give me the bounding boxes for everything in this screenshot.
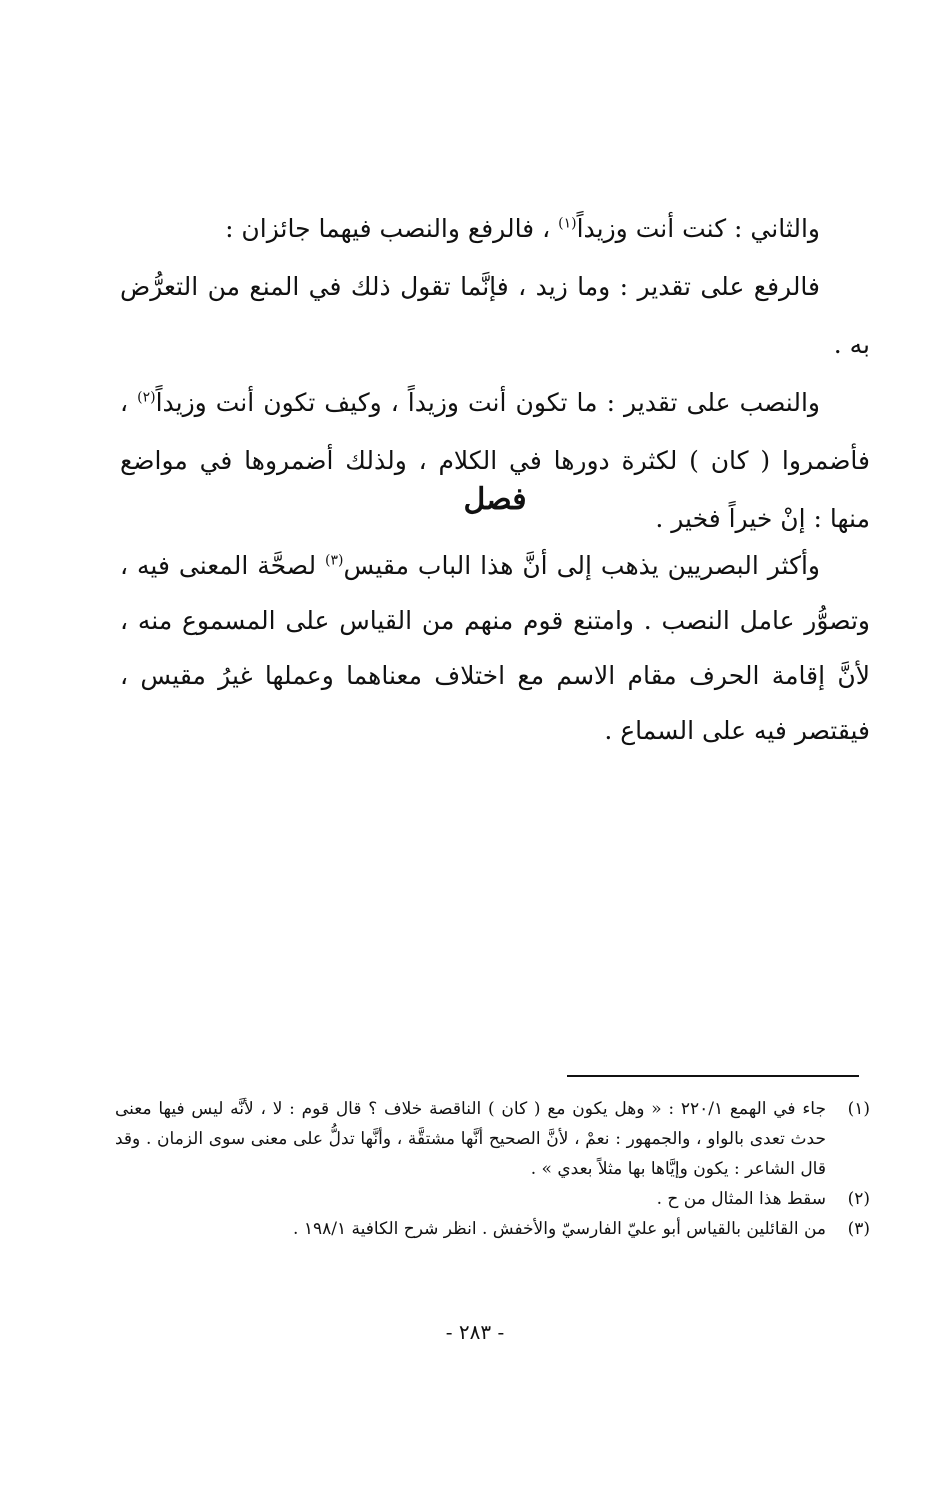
footnote-text: سقط هذا المثال من ح .	[656, 1189, 826, 1209]
footnote-item	[115, 1094, 870, 1184]
footnote-number: (١)	[847, 1099, 870, 1119]
section-heading: فصل	[463, 482, 527, 517]
paragraph-2-text: فالرفع على تقدير : وما زيد ، فإنَّما تقول ذلك في المنع من التعرُّض به .	[120, 272, 870, 359]
footnote-ref-2: (٢)	[137, 389, 156, 406]
footnote-ref-3: (٣)	[325, 552, 344, 569]
footnote-item	[115, 1184, 870, 1214]
paragraph-4-rest: لصحَّة المعنى فيه ، وتصوُّر عامل النصب . وامتنع قوم منهم من القياس على المسموع منه ، لأنَّ إقامة الحرف مقام الاسم مع اختلاف معناهما وعملها غيرُ مقيس ، فيقتصر فيه على السماع .	[120, 551, 870, 745]
paragraph-2	[120, 258, 870, 374]
paragraph-4	[120, 538, 870, 758]
footnote-text: جاء في الهمع ٢٢٠/١ : « وهل يكون مع ( كان ) الناقصة خلاف ؟ قال قوم : لا ، لأنَّه ليس فيها معنى حدث تعدى بالواو ، والجمهور : نعمْ ، لأنَّ الصحيح أنَّها مشتقَّة ، وأنَّها تدلُّ على معنى سوى الزمان . وقد قال الشاعر : يكون وإيَّاها بها مثلاً بعدي » .	[115, 1099, 826, 1179]
footnote-ref-1: (١)	[558, 215, 577, 232]
footnote-number: (٢)	[847, 1189, 870, 1209]
paragraph-1-rest: ، فالرفع والنصب فيهما جائزان :	[225, 214, 559, 243]
paragraph-3-text: والنصب على تقدير : ما تكون أنت وزيداً ، وكيف تكون أنت وزيداً	[155, 388, 820, 417]
paragraph-1-text: والثاني : كنت أنت وزيداً	[576, 214, 820, 243]
paragraph-4-text: وأكثر البصريين يذهب إلى أنَّ هذا الباب مقيس	[343, 551, 820, 580]
paragraph-1	[120, 200, 870, 258]
footnote-divider	[567, 1075, 859, 1077]
footnotes	[115, 1094, 870, 1244]
section-text-block	[120, 538, 870, 758]
footnote-number: (٣)	[847, 1219, 870, 1239]
footnote-text: من القائلين بالقياس أبو عليّ الفارسيّ والأخفش . انظر شرح الكافية ١٩٨/١ .	[293, 1219, 826, 1239]
footnote-item	[115, 1214, 870, 1244]
paragraph-3-rest: ، فأضمروا ( كان ) لكثرة دورها في الكلام ، ولذلك أضمروها في مواضع منها : إنْ خيراً فخير .	[120, 388, 870, 533]
page-number: - ٢٨٣ -	[445, 1320, 505, 1344]
